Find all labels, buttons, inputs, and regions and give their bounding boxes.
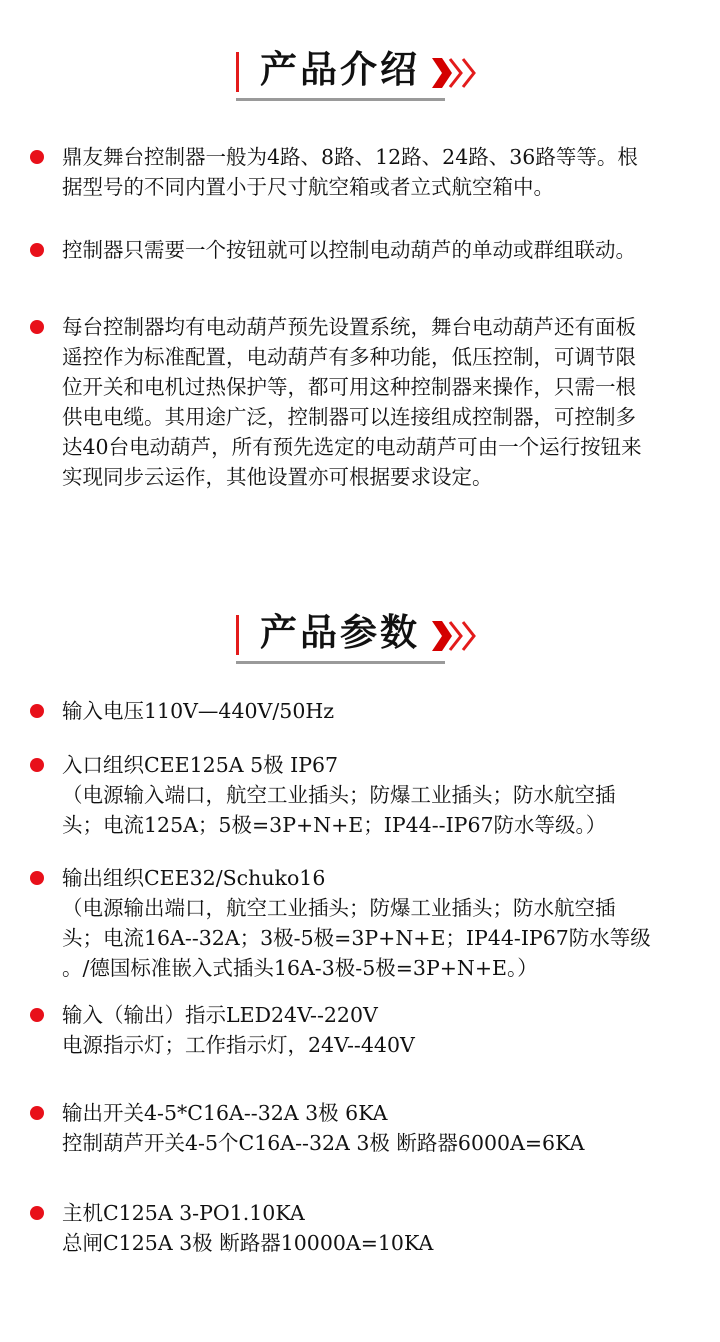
text-line: 头；电流16A--32A；3极-5极=3P+N+E；IP44-IP67防水等级 [62, 926, 651, 950]
section-header-intro [236, 50, 486, 110]
text-line: 控制器只需要一个按钮就可以控制电动葫芦的单动或群组联动。 [62, 238, 636, 262]
text-line: 总闸C125A 3极 断路器10000A=10KA [62, 1231, 434, 1255]
accent-bar [236, 615, 239, 655]
bullet-icon [30, 1206, 44, 1220]
bullet-icon [30, 704, 44, 718]
bullet-icon [30, 871, 44, 885]
title-underline [236, 98, 445, 101]
chevrons-icon [432, 56, 484, 90]
bullet-icon [30, 758, 44, 772]
bullet-icon [30, 1008, 44, 1022]
title-underline [236, 661, 445, 664]
text-line: 输出开关4-5*C16A--32A 3极 6KA [62, 1101, 388, 1125]
bullet-icon [30, 150, 44, 164]
text-line: 据型号的不同内置小于尺寸航空箱或者立式航空箱中。 [62, 175, 554, 199]
text-line: 位开关和电机过热保护等，都可用这种控制器来操作，只需一根 [62, 375, 636, 399]
text-line: 实现同步云运作，其他设置亦可根据要求设定。 [62, 465, 493, 489]
chevrons-icon [432, 619, 484, 653]
section-title: 产品介绍 [260, 48, 420, 91]
text-line: （电源输入端口，航空工业插头；防爆工业插头；防水航空插 [62, 783, 616, 807]
text-line: 头；电流125A；5极=3P+N+E；IP44--IP67防水等级。） [62, 813, 607, 837]
text-line: 输入电压110V—440V/50Hz [62, 699, 335, 723]
text-line: 控制葫芦开关4-5个C16A--32A 3极 断路器6000A=6KA [62, 1131, 585, 1155]
section-title: 产品参数 [260, 611, 420, 654]
bullet-icon [30, 320, 44, 334]
bullet-icon [30, 243, 44, 257]
text-line: 电源指示灯；工作指示灯，24V--440V [62, 1033, 415, 1057]
bullet-icon [30, 1106, 44, 1120]
text-line: 每台控制器均有电动葫芦预先设置系统，舞台电动葫芦还有面板 [62, 315, 636, 339]
text-line: 达40台电动葫芦，所有预先选定的电动葫芦可由一个运行按钮来 [62, 435, 642, 459]
text-line: 鼎友舞台控制器一般为4路、8路、12路、24路、36路等等。根 [62, 145, 638, 169]
section-header-params [236, 613, 486, 673]
text-line: 遥控作为标准配置，电动葫芦有多种功能，低压控制，可调节限 [62, 345, 636, 369]
text-line: 入口组织CEE125A 5极 IP67 [62, 753, 339, 777]
text-line: （电源输出端口，航空工业插头；防爆工业插头；防水航空插 [62, 896, 616, 920]
accent-bar [236, 52, 239, 92]
text-line: 输入（输出）指示LED24V--220V [62, 1003, 378, 1027]
text-line: 主机C125A 3-PO1.10KA [62, 1201, 305, 1225]
text-line: 供电电缆。其用途广泛，控制器可以连接组成控制器，可控制多 [62, 405, 636, 429]
text-line: 输出组织CEE32/Schuko16 [62, 866, 326, 890]
text-line: 。/德国标准嵌入式插头16A-3极-5极=3P+N+E。） [62, 956, 538, 980]
